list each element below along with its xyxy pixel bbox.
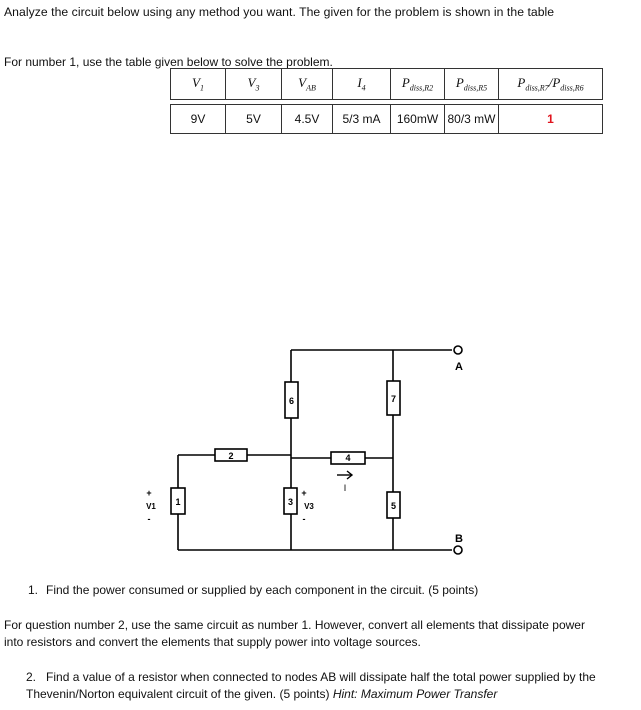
svg-text:6: 6 bbox=[288, 396, 295, 406]
header-i4: $I_4$ bbox=[333, 69, 391, 100]
resistor-r3 bbox=[284, 488, 297, 514]
header-vab: $V_{AB}$ bbox=[282, 69, 333, 100]
value-pdiss-r2: 160mW bbox=[391, 105, 445, 134]
resistor-r1 bbox=[171, 488, 185, 514]
svg-text:4: 4 bbox=[345, 453, 351, 463]
value-i4: 5/3 mA bbox=[333, 105, 391, 134]
header-pdiss-r5: $P_{diss,R5}$ bbox=[445, 69, 499, 100]
resistor-r7 bbox=[387, 381, 400, 415]
svg-text:B: B bbox=[455, 533, 463, 545]
question-2: 2. Find a value of a resistor when connected to nodes AB will dissipate half the total power supplied by the Thevenin/Norton equivalent circuit of the given. (5 points) Hint: Maximum Power Transfer bbox=[26, 670, 596, 701]
question-1: 1. Find the power consumed or supplied by each component in the circuit. (5 points) bbox=[28, 583, 479, 597]
svg-text:-: - bbox=[147, 514, 151, 524]
header-pdiss-r2: $P_{diss,R2}$ bbox=[391, 69, 445, 100]
value-vab: 4.5V bbox=[282, 105, 333, 134]
current-arrow-icon bbox=[337, 471, 352, 479]
resistor-r2 bbox=[215, 449, 247, 461]
table-caption: For number 1, use the table given below to solve the problem. bbox=[4, 55, 333, 69]
header-pdiss-ratio: $P_{diss,R7}/P_{diss,R6}$ bbox=[499, 69, 603, 100]
svg-text:-: - bbox=[302, 514, 306, 524]
header-v1: $V_1$ bbox=[171, 69, 226, 100]
svg-text:3: 3 bbox=[287, 497, 294, 507]
value-pdiss-ratio: 1 bbox=[499, 105, 603, 134]
question-2-hint: Hint: Maximum Power Transfer bbox=[332, 687, 498, 701]
svg-text:A: A bbox=[455, 361, 463, 373]
value-v3: 5V bbox=[226, 105, 282, 134]
terminal-b bbox=[454, 533, 463, 554]
resistor-r5 bbox=[387, 492, 400, 518]
source-v3-label bbox=[301, 488, 314, 524]
svg-text:V1: V1 bbox=[146, 502, 156, 511]
intro-text: Analyze the circuit below using any method you want. The given for the problem is shown in the table bbox=[4, 5, 555, 19]
question-2-instructions: For question number 2, use the same circuit as number 1. However, convert all elements that dissipate power into resistors and convert the elements that supply power into voltage sources. bbox=[4, 618, 585, 649]
header-v3: $V_3$ bbox=[226, 69, 282, 100]
current-label: I bbox=[343, 483, 347, 493]
svg-text:+: + bbox=[301, 488, 307, 498]
value-pdiss-r5: 80/3 mW bbox=[445, 105, 499, 134]
svg-text:5: 5 bbox=[390, 501, 397, 511]
value-v1: 9V bbox=[171, 105, 226, 134]
resistor-r4 bbox=[331, 452, 365, 464]
svg-text:2: 2 bbox=[228, 451, 234, 461]
svg-text:7: 7 bbox=[390, 394, 397, 404]
source-v1-label bbox=[146, 488, 156, 524]
svg-text:+: + bbox=[146, 488, 152, 498]
resistor-r6 bbox=[285, 382, 298, 418]
svg-text:V3: V3 bbox=[304, 502, 314, 511]
svg-text:1: 1 bbox=[175, 497, 181, 507]
terminal-a bbox=[454, 346, 463, 373]
